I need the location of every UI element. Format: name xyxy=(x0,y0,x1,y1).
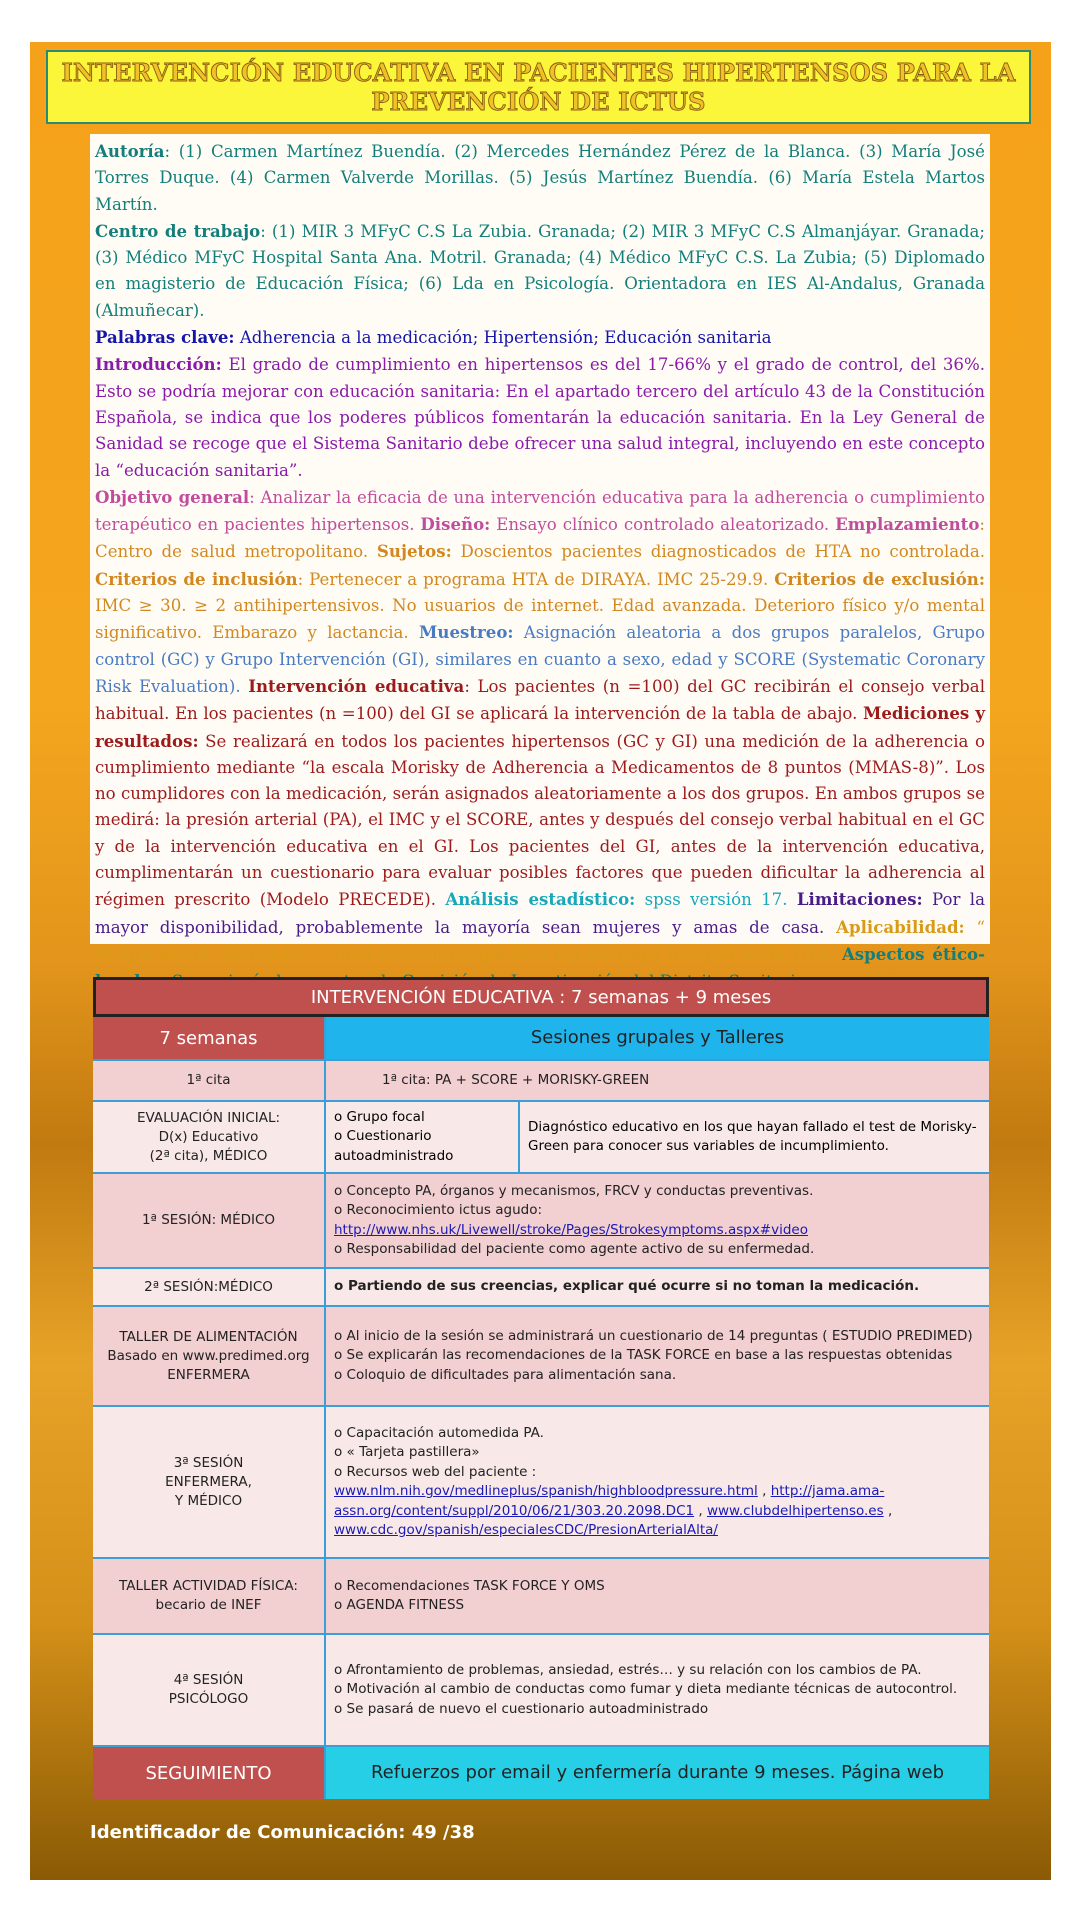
row3-line2: o Reconocimiento ictus agudo: xyxy=(334,1202,543,1218)
row2-left-line2: D(x) Educativo xyxy=(158,1128,259,1145)
row2-mid-line1: o Grupo focal xyxy=(334,1108,425,1125)
row8-line3: o Se pasará de nuevo el cuestionario autoadministrado xyxy=(334,1700,709,1717)
inclusion-text: : Pertenecer a programa HTA de DIRAYA. IMC 25-29.9. xyxy=(297,569,775,589)
row5-left-line1: TALLER DE ALIMENTACIÓN xyxy=(119,1328,298,1345)
row4-right: o Partiendo de sus creencias, explicar qué ocurre si no toman la medicación. xyxy=(334,1278,920,1295)
subjects-text: Doscientos pacientes diagnosticados de HTA no controlada. xyxy=(451,542,985,562)
design-label: Diseño: xyxy=(420,514,491,535)
analysis-label: Análisis estadístico: xyxy=(445,889,636,910)
table-row-2 xyxy=(93,1102,989,1174)
table-row-5 xyxy=(93,1307,989,1407)
table-row-7 xyxy=(93,1559,989,1635)
clubdelhipertenso-link[interactable]: www.clubdelhipertenso.es xyxy=(706,1502,884,1519)
row5-line1: o Al inicio de la sesión se administrará un cuestionario de 14 preguntas ( ESTUDIO PREDIMED) xyxy=(334,1327,973,1344)
row7-left-line2: becario de INEF xyxy=(155,1597,262,1613)
title-box xyxy=(46,50,1031,124)
row2-middle xyxy=(326,1102,520,1172)
intervention-text: : Los pacientes (n =100) del GC recibirán el consejo verbal habitual. En los pacientes (n =100) del GI se aplicará la intervención de la tabla de abajo. xyxy=(95,676,985,724)
row7-left-line1: TALLER ACTIVIDAD FÍSICA: xyxy=(119,1578,298,1594)
row8-left-line1: 4ª SESIÓN xyxy=(173,1672,244,1688)
row2-right-text: Diagnóstico educativo en los que hayan fallado el test de Morisky-Green para conocer sus variables de incumplimiento. xyxy=(528,1118,977,1154)
row5-left xyxy=(93,1307,326,1405)
methods-paragraph xyxy=(95,484,985,996)
setting-label: Emplazamiento xyxy=(835,514,980,535)
authors-text: : (1) Carmen Martínez Buendía. (2) Mercedes Hernández Pérez de la Blanca. (3) María José Torres Duque. (4) Carmen Valverde Morillas. (5) Jesús Martínez Buendía. (6) María Estela Martos Martín. xyxy=(95,142,985,214)
limitations-text: Por la mayor disponibilidad, probablemente la mayoría sean mujeres y amas de casa. xyxy=(95,890,985,937)
row5-left-line2: Basado en www.predimed.org xyxy=(107,1347,310,1364)
intervention-label: Intervención educativa xyxy=(248,675,465,696)
row6-left xyxy=(93,1407,326,1557)
intervention-table xyxy=(93,977,989,1799)
limitations-label: Limitaciones: xyxy=(796,889,923,910)
row2-mid-line2: o Cuestionario autoadministrado xyxy=(334,1128,454,1164)
row2-left-line1: EVALUACIÓN INICIAL: xyxy=(136,1109,281,1126)
keywords-text: Adherencia a la medicación; Hipertensión; Educación sanitaria xyxy=(234,328,772,348)
sampling-label: Muestreo: xyxy=(419,622,514,643)
measurements-text: Se realizará en todos los pacientes hipertensos (GC y GI) una medición de la adherencia o cumplimiento mediante “la escala Morisky de Adherencia a Medicamentos de 8 puntos (MMAS-8)”. Los no cumplidores con la medicación, serán asignados aleatoriamente a los dos grupos. En ambos grupos se medirá: la presión arterial (PA), el IMC y el SCORE, antes y después del consejo verbal habitual en el GC y de la intervención educativa en el GI. Los pacientes del GI, antes de la intervención educativa, cumplimentarán un cuestionario para evaluar posibles factores que pueden dificultar la adherencia al régimen prescrito (Modelo PRECEDE). xyxy=(95,731,985,910)
row8-line2: o Motivación al cambio de conductas como fumar y dieta mediante técnicas de autocontrol. xyxy=(334,1681,958,1698)
poster xyxy=(30,42,1051,1880)
row8-line1: o Afrontamiento de problemas, ansiedad, estrés… y su relación con los cambios de PA. xyxy=(334,1661,922,1678)
table-row-1 xyxy=(93,1061,989,1102)
sampling-text: Asignación aleatoria a dos grupos paralelos, Grupo control (GC) y Grupo Intervención (GI), similares en cuanto a sexo, edad y SCORE (Systematic Coronary Risk Evaluation). xyxy=(95,623,986,696)
workplace-paragraph xyxy=(95,218,985,324)
row1-left: 1ª cita xyxy=(93,1061,326,1100)
table-row-8 xyxy=(93,1635,989,1747)
exclusion-label: Criterios de exclusión: xyxy=(774,568,985,589)
row4-left: 2ª SESIÓN:MÉDICO xyxy=(93,1269,326,1305)
table-row-4 xyxy=(93,1269,989,1307)
row2-left-line3: (2ª cita), MÉDICO xyxy=(149,1147,268,1164)
row6-right xyxy=(326,1407,989,1557)
table-title: INTERVENCIÓN EDUCATIVA : 7 semanas + 9 meses xyxy=(93,977,989,1017)
workplace-label: Centro de trabajo xyxy=(95,220,261,241)
row8-left xyxy=(93,1635,326,1745)
introduction-paragraph xyxy=(95,351,985,483)
row6-left-line3: Y MÉDICO xyxy=(174,1492,243,1509)
cdc-link[interactable]: www.cdc.gov/spanish/especialesCDC/PresionArterialAlta/ xyxy=(334,1522,718,1538)
header-right: Sesiones grupales y Talleres xyxy=(326,1017,989,1059)
row7-line1: o Recomendaciones TASK FORCE Y OMS xyxy=(334,1577,605,1594)
row5-line3: o Coloquio de dificultades para alimentación sana. xyxy=(334,1366,677,1383)
row3-line1: o Concepto PA, órganos y mecanismos, FRCV y conductas preventivas. xyxy=(334,1182,814,1199)
row8-right xyxy=(326,1635,989,1745)
introduction-text: El grado de cumplimiento en hipertensos es del 17-66% y el grado de control, del 36%. Esto se podría mejorar con educación sanitaria: En el apartado tercero del artículo 43 de la Constitución Española, se indica que los poderes públicos fomentarán la educación sanitaria. En la Ley General de Sanidad se recoge que el Sistema Sanitario debe ofrecer una salud integral, incluyendo en este concepto la “educación sanitaria”. xyxy=(95,355,985,480)
communication-id: Identificador de Comunicación: 49 /38 xyxy=(90,1822,475,1843)
followup-right: Refuerzos por email y enfermería durante 9 meses. Página web xyxy=(326,1747,989,1799)
ethics-label: Aspectos ético- xyxy=(841,943,986,964)
row7-left xyxy=(93,1559,326,1633)
row6-line2: o « Tarjeta pastillera» xyxy=(334,1444,480,1460)
row2-right xyxy=(326,1102,989,1172)
measurements-label: Mediciones y resultados: xyxy=(95,703,985,751)
design-text: Ensayo clínico controlado aleatorizado. xyxy=(490,515,836,535)
poster-title: INTERVENCIÓN EDUCATIVA EN PACIENTES HIPERTENSOS PARA LA PREVENCIÓN DE ICTUS xyxy=(61,58,1016,116)
row3-line3: o Responsabilidad del paciente como agente activo de su enfermedad. xyxy=(334,1241,815,1257)
followup-row xyxy=(93,1747,989,1799)
row6-links: www.nlm.nih.gov/medlineplus/spanish/highbloodpressure.html , http://jama.ama-assn.org/content/suppl/2010/06/21/303.20.2098.DC1 , www.clubdelhipertenso.es , www.cdc.gov/spanish/especialesCDC/PresionArterialAlta/ xyxy=(334,1483,893,1538)
authors-paragraph xyxy=(95,138,985,218)
exclusion-text: IMC ≥ 30. ≥ 2 antihipertensivos. No usuarios de internet. Edad avanzada. Deterioro físico y/o mental significativo. Embarazo y lactancia. xyxy=(95,596,985,643)
abstract-panel xyxy=(90,134,990,964)
row6-left-line1: 3ª SESIÓN xyxy=(173,1454,244,1471)
row5-right xyxy=(326,1307,989,1405)
row7-line2: o AGENDA FITNESS xyxy=(334,1597,465,1613)
header-left: 7 semanas xyxy=(93,1017,326,1059)
row2-left xyxy=(93,1102,326,1172)
table-header-row xyxy=(93,1017,989,1061)
row3-left: 1ª SESIÓN: MÉDICO xyxy=(93,1174,326,1267)
applicability-label: Aplicabilidad: xyxy=(836,916,965,937)
analysis-text: spss versión 17. xyxy=(635,890,797,910)
keywords-label: Palabras clave: xyxy=(95,327,235,348)
table-row-3 xyxy=(93,1174,989,1269)
row7-right xyxy=(326,1559,989,1633)
authors-label: Autoría xyxy=(95,141,165,161)
row3-right xyxy=(326,1174,989,1267)
inclusion-label: Criterios de inclusión xyxy=(95,568,298,589)
table-row-6 xyxy=(93,1407,989,1559)
row8-left-line2: PSICÓLOGO xyxy=(168,1691,249,1707)
objective-label: Objetivo general xyxy=(95,486,250,507)
keywords-paragraph xyxy=(95,324,985,351)
objective-text: : Analizar la eficacia de una intervención educativa para la adherencia o cumplimiento terapéutico en pacientes hipertensos. xyxy=(95,487,986,535)
row1-right: 1ª cita: PA + SCORE + MORISKY-GREEN xyxy=(382,1071,650,1088)
row6-line1: o Capacitación automedida PA. xyxy=(334,1424,544,1441)
stroke-video-link[interactable]: http://www.nhs.uk/Livewell/stroke/Pages/Strokesymptoms.aspx#video xyxy=(334,1221,808,1238)
applicability-text: “ Programas de Educación” como recurso terapéutico del abordaje integral de la HTA. xyxy=(95,917,985,964)
setting-text: : Centro de salud metropolitano. xyxy=(95,515,985,562)
row6-left-line2: ENFERMERA, xyxy=(165,1473,252,1490)
row5-left-line3: ENFERMERA xyxy=(167,1366,250,1383)
row6-line3: o Recursos web del paciente : xyxy=(334,1463,537,1480)
workplace-text: : (1) MIR 3 MFyC C.S La Zubia. Granada; (2) MIR 3 MFyC C.S Almanjáyar. Granada;(3) Médico MFyC Hospital Santa Ana. Motril. Granada; (4) Médico MFyC C.S. La Zubia; (5) Diplomado en magisterio de Educación Física; (6) Lda en Psicología. Orientadora en IES Al-Andalus, Granada (Almuñecar). xyxy=(95,221,985,320)
introduction-label: Introducción: xyxy=(95,354,222,375)
row5-line2: o Se explicarán las recomendaciones de la TASK FORCE en base a las respuestas obtenidas xyxy=(334,1347,953,1364)
subjects-label: Sujetos: xyxy=(376,541,452,562)
followup-left: SEGUIMIENTO xyxy=(93,1747,326,1799)
jama-link[interactable]: http://jama.ama-assn.org/content/suppl/2010/06/21/303.20.2098.DC1 xyxy=(334,1483,885,1519)
medlineplus-link[interactable]: www.nlm.nih.gov/medlineplus/spanish/highbloodpressure.html xyxy=(334,1483,758,1499)
